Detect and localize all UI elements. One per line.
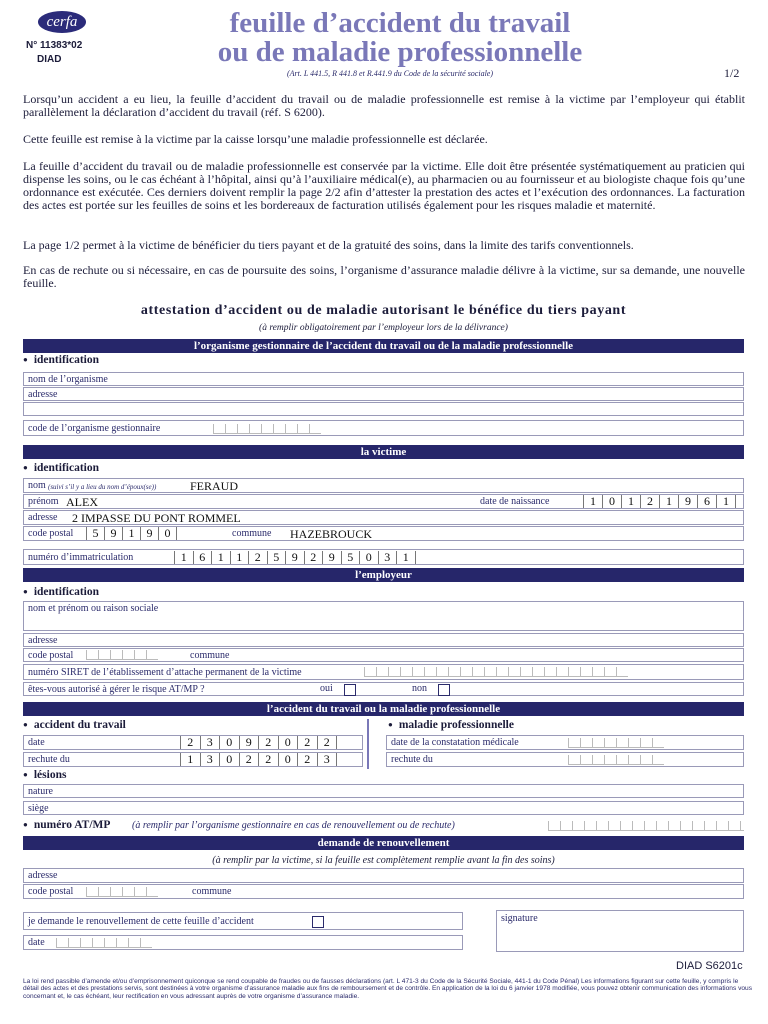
accident-rechute-digit-8: 3 xyxy=(317,753,338,766)
victime-cp-digit-4: 9 xyxy=(140,527,158,540)
renouvellement-commune-label: commune xyxy=(192,886,232,897)
accident-separator xyxy=(367,719,369,769)
cerfa-logo: cerfa xyxy=(38,11,86,33)
victime-prenom-label: prénom xyxy=(28,496,59,507)
mp-rechute-label: rechute du xyxy=(391,754,433,765)
legal-footer: La loi rend passible d’amende et/ou d’emprisonnement quiconque se rend coupable de fraudes ou de fausses déclarations (art. L 471-3 du Code de la Sécurité Sociale, 441-1 du Code Pénal) Les informations figurant sur cette feuille, y compris le détail des actes et des prestations servis, sont destinées à votre organisme d’assurance maladie aux fins de remboursement et de contrôle. En application de la loi du 6 janvier 1978 modifiée, vous pouvez obtenir communication des informations vous concernant et, le cas échéant, leur rectification en vous adressant auprès de votre organisme d’assurance maladie. xyxy=(23,978,753,1000)
employeur-adresse-field[interactable] xyxy=(23,633,744,647)
accident-rechute-digit-1: 1 xyxy=(180,753,200,766)
victime-nom-note: (suivi s’il y a lieu du nom d’époux(se)) xyxy=(48,483,157,491)
victime-adresse-label: adresse xyxy=(28,512,58,523)
employeur-oui-checkbox[interactable] xyxy=(344,684,356,696)
accident-date-label: date xyxy=(28,737,45,748)
victime-identification-heading: ● identification xyxy=(23,462,99,474)
accident-travail-heading: ● accident du travail xyxy=(23,719,126,731)
victime-immat-digit-2: 6 xyxy=(193,551,212,564)
form-title-line2: ou de maladie professionnelle xyxy=(217,36,583,68)
renouvellement-band: demande de renouvellement xyxy=(23,836,744,850)
renouvellement-cp-label: code postal xyxy=(28,886,74,897)
victime-dob-label: date de naissance xyxy=(480,496,550,507)
numero-atmp-heading: ● numéro AT/MP xyxy=(23,819,110,831)
attestation-title: attestation d’accident ou de maladie autorisant le bénéfice du tiers payant xyxy=(140,303,627,318)
accident-date-digit-5: 2 xyxy=(258,736,278,749)
organisme-nom-label: nom de l’organisme xyxy=(28,374,108,385)
victime-prenom-value: ALEX xyxy=(66,495,98,509)
renouvellement-date-cells xyxy=(56,938,152,948)
mp-constat-cells xyxy=(568,738,664,748)
accident-date-digit-2: 3 xyxy=(200,736,220,749)
intro-paragraph-4: La page 1/2 permet à la victime de bénéficier du tiers payant et de la gratuité des soins, dans la limite des tarifs conventionnels. xyxy=(23,238,634,252)
accident-date-digit-3: 0 xyxy=(219,736,239,749)
attestation-subtitle: (à remplir obligatoirement par l’employeur lors de la délivrance) xyxy=(259,323,508,333)
accident-rechute-digit-6: 0 xyxy=(278,753,298,766)
employeur-cp-cells xyxy=(86,650,158,660)
victime-immat-digit-5: 2 xyxy=(248,551,267,564)
employeur-nom-field[interactable] xyxy=(23,601,744,631)
victime-dob-digit-3: 1 xyxy=(621,495,640,508)
victime-immat-digit-4: 1 xyxy=(230,551,249,564)
victime-commune-value: HAZEBROUCK xyxy=(290,527,373,541)
accident-date-digit-7: 2 xyxy=(297,736,317,749)
employeur-risque-label: êtes-vous autorisé à gérer le risque AT/MP ? xyxy=(28,684,205,695)
renouvellement-adresse-label: adresse xyxy=(28,870,58,881)
renouvellement-demande-label: je demande le renouvellement de cette feuille d’accident xyxy=(28,916,254,927)
lesions-siege-field[interactable] xyxy=(23,801,744,815)
employeur-nom-label: nom et prénom ou raison sociale xyxy=(28,603,159,614)
accident-rechute-digit-3: 0 xyxy=(219,753,239,766)
organisme-adresse-line2-field[interactable] xyxy=(23,402,744,416)
intro-paragraph-5: En cas de rechute ou si nécessaire, en cas de poursuite des soins, l’organisme d’assurance maladie délivre à la victime, sur sa demande, une nouvelle feuille. xyxy=(23,263,745,290)
victime-immat-digits[interactable] xyxy=(174,551,416,564)
victime-immat-digit-7: 9 xyxy=(285,551,304,564)
employeur-identification-heading: ● identification xyxy=(23,586,99,598)
employeur-non-label: non xyxy=(412,683,427,694)
victime-dob-digit-2: 0 xyxy=(602,495,621,508)
organisme-code-cells xyxy=(213,424,321,434)
accident-date-digit-1: 2 xyxy=(180,736,200,749)
employeur-commune-label: commune xyxy=(190,650,230,661)
organisme-adresse-field[interactable] xyxy=(23,387,744,401)
victime-dob-digit-1: 1 xyxy=(583,495,602,508)
form-reference: DIAD S6201c xyxy=(676,960,743,972)
intro-paragraph-1: Lorsqu’un accident a eu lieu, la feuille d’accident du travail ou de maladie professionnelle est remise à la victime par l’employeur qui établit parallèlement la déclaration d’accident du travail (réf. S 6200). xyxy=(23,92,745,119)
mp-rechute-cells xyxy=(568,755,664,765)
accident-band: l’accident du travail ou la maladie professionnelle xyxy=(23,702,744,716)
employeur-risque-field xyxy=(23,682,744,696)
employeur-non-checkbox[interactable] xyxy=(438,684,450,696)
victime-dob-digit-5: 1 xyxy=(659,495,678,508)
mp-rechute-field[interactable] xyxy=(386,752,744,767)
employeur-siret-cells xyxy=(364,667,628,677)
organisme-code-label: code de l’organisme gestionnaire xyxy=(28,423,161,434)
victime-cp-digit-3: 1 xyxy=(122,527,140,540)
victime-adresse-field[interactable] xyxy=(23,510,744,525)
intro-paragraph-2: Cette feuille est remise à la victime par la caisse lorsqu’une maladie professionnelle est déclarée. xyxy=(23,132,488,146)
intro-paragraph-3: La feuille d’accident du travail ou de maladie professionnelle est conservée par la victime. Elle doit être présentée systématiquement au praticien qui dispense les soins, ou le cas échéant à l’hôpital, ainsi qu’à l’auxiliaire médical(e), au pharmacien ou au fournisseur et au biologiste chaque fois qu’une ordonnance est exécutée. Ces derniers doivent remplir la page 2/2 afin d’attester la prestation des actes et l’exécution des ordonnances. La facturation des actes est portée sur les feuilles de soins et les bordereaux de facturation utilisés également pour les risques maladie et maternité. xyxy=(23,159,745,212)
accident-rechute-digit-4: 2 xyxy=(239,753,259,766)
victime-immat-digit-1: 1 xyxy=(174,551,193,564)
renouvellement-date-label: date xyxy=(28,937,45,948)
lesions-nature-label: nature xyxy=(28,786,53,797)
accident-date-digit-6: 0 xyxy=(278,736,298,749)
lesions-heading: ● lésions xyxy=(23,769,66,781)
employeur-adresse-label: adresse xyxy=(28,635,58,646)
renouvellement-cp-cells xyxy=(86,887,158,897)
form-code: DIAD xyxy=(37,54,62,65)
accident-date-digit-8: 2 xyxy=(317,736,338,749)
lesions-siege-label: siège xyxy=(28,803,49,814)
victime-immat-digit-10: 5 xyxy=(341,551,360,564)
signature-field[interactable] xyxy=(496,910,744,952)
victime-dob-digit-8: 1 xyxy=(716,495,736,508)
victime-immat-digit-6: 5 xyxy=(267,551,286,564)
victime-immat-digit-11: 0 xyxy=(359,551,378,564)
form-title-line1: feuille d’accident du travail xyxy=(229,7,571,39)
organisme-identification-heading: ● identification xyxy=(23,354,99,366)
victime-immat-label: numéro d’immatriculation xyxy=(28,552,134,563)
victime-cp-digit-2: 9 xyxy=(104,527,122,540)
victime-cp-label: code postal xyxy=(28,528,74,539)
renouvellement-subtitle: (à remplir par la victime, si la feuille est complètement remplie avant la fin des soins) xyxy=(212,855,555,866)
victime-nom-label: nom xyxy=(28,480,46,491)
mp-constat-label: date de la constatation médicale xyxy=(391,737,519,748)
numero-atmp-note: (à remplir par l’organisme gestionnaire en cas de renouvellement ou de rechute) xyxy=(132,820,455,831)
victime-immat-digit-13: 1 xyxy=(396,551,416,564)
maladie-professionnelle-heading: ● maladie professionnelle xyxy=(388,719,514,731)
accident-rechute-digit-5: 2 xyxy=(258,753,278,766)
victime-dob-digit-4: 2 xyxy=(640,495,659,508)
victime-band: la victime xyxy=(23,445,744,459)
renouvellement-adresse-field[interactable] xyxy=(23,868,744,883)
accident-rechute-digit-2: 3 xyxy=(200,753,220,766)
legal-reference: (Art. L 441.5, R 441.8 et R.441.9 du Code de la sécurité sociale) xyxy=(286,69,494,78)
victime-cp-digits[interactable] xyxy=(86,527,177,540)
numero-atmp-cells[interactable] xyxy=(548,821,744,831)
organisme-band: l’organisme gestionnaire de l’accident du travail ou de la maladie professionnelle xyxy=(23,339,744,353)
signature-label: signature xyxy=(501,913,538,924)
victime-immat-digit-12: 3 xyxy=(378,551,397,564)
victime-nom-field[interactable] xyxy=(23,478,744,493)
accident-date-digits[interactable] xyxy=(180,736,337,749)
victime-dob-digits[interactable] xyxy=(583,495,736,508)
victime-dob-digit-6: 9 xyxy=(678,495,697,508)
employeur-band: l’employeur xyxy=(23,568,744,582)
victime-immat-digit-8: 2 xyxy=(304,551,323,564)
victime-immat-digit-9: 9 xyxy=(322,551,341,564)
page-number: 1/2 xyxy=(724,66,740,80)
victime-commune-label: commune xyxy=(232,528,272,539)
employeur-siret-label: numéro SIRET de l’établissement d’attache permanent de la victime xyxy=(28,667,302,678)
organisme-nom-field[interactable] xyxy=(23,372,744,386)
victime-nom-value: FERAUD xyxy=(190,479,239,493)
renouvellement-demande-checkbox[interactable] xyxy=(312,916,324,928)
accident-date-digit-4: 9 xyxy=(239,736,259,749)
form-number: N° 11383*02 xyxy=(26,40,83,51)
victime-cp-digit-1: 5 xyxy=(86,527,104,540)
victime-dob-digit-7: 6 xyxy=(697,495,716,508)
victime-adresse-value: 2 IMPASSE DU PONT ROMMEL xyxy=(72,511,241,525)
renouvellement-demande-field xyxy=(23,912,463,930)
organisme-adresse-label: adresse xyxy=(28,389,58,400)
employeur-cp-label: code postal xyxy=(28,650,74,661)
employeur-oui-label: oui xyxy=(320,683,333,694)
victime-cp-digit-5: 0 xyxy=(158,527,177,540)
lesions-nature-field[interactable] xyxy=(23,784,744,798)
accident-rechute-digits[interactable] xyxy=(180,753,337,766)
victime-immat-digit-3: 1 xyxy=(211,551,230,564)
accident-rechute-label: rechute du xyxy=(28,754,70,765)
mp-constat-field[interactable] xyxy=(386,735,744,750)
organisme-code-field[interactable] xyxy=(23,420,744,436)
accident-rechute-digit-7: 2 xyxy=(297,753,317,766)
